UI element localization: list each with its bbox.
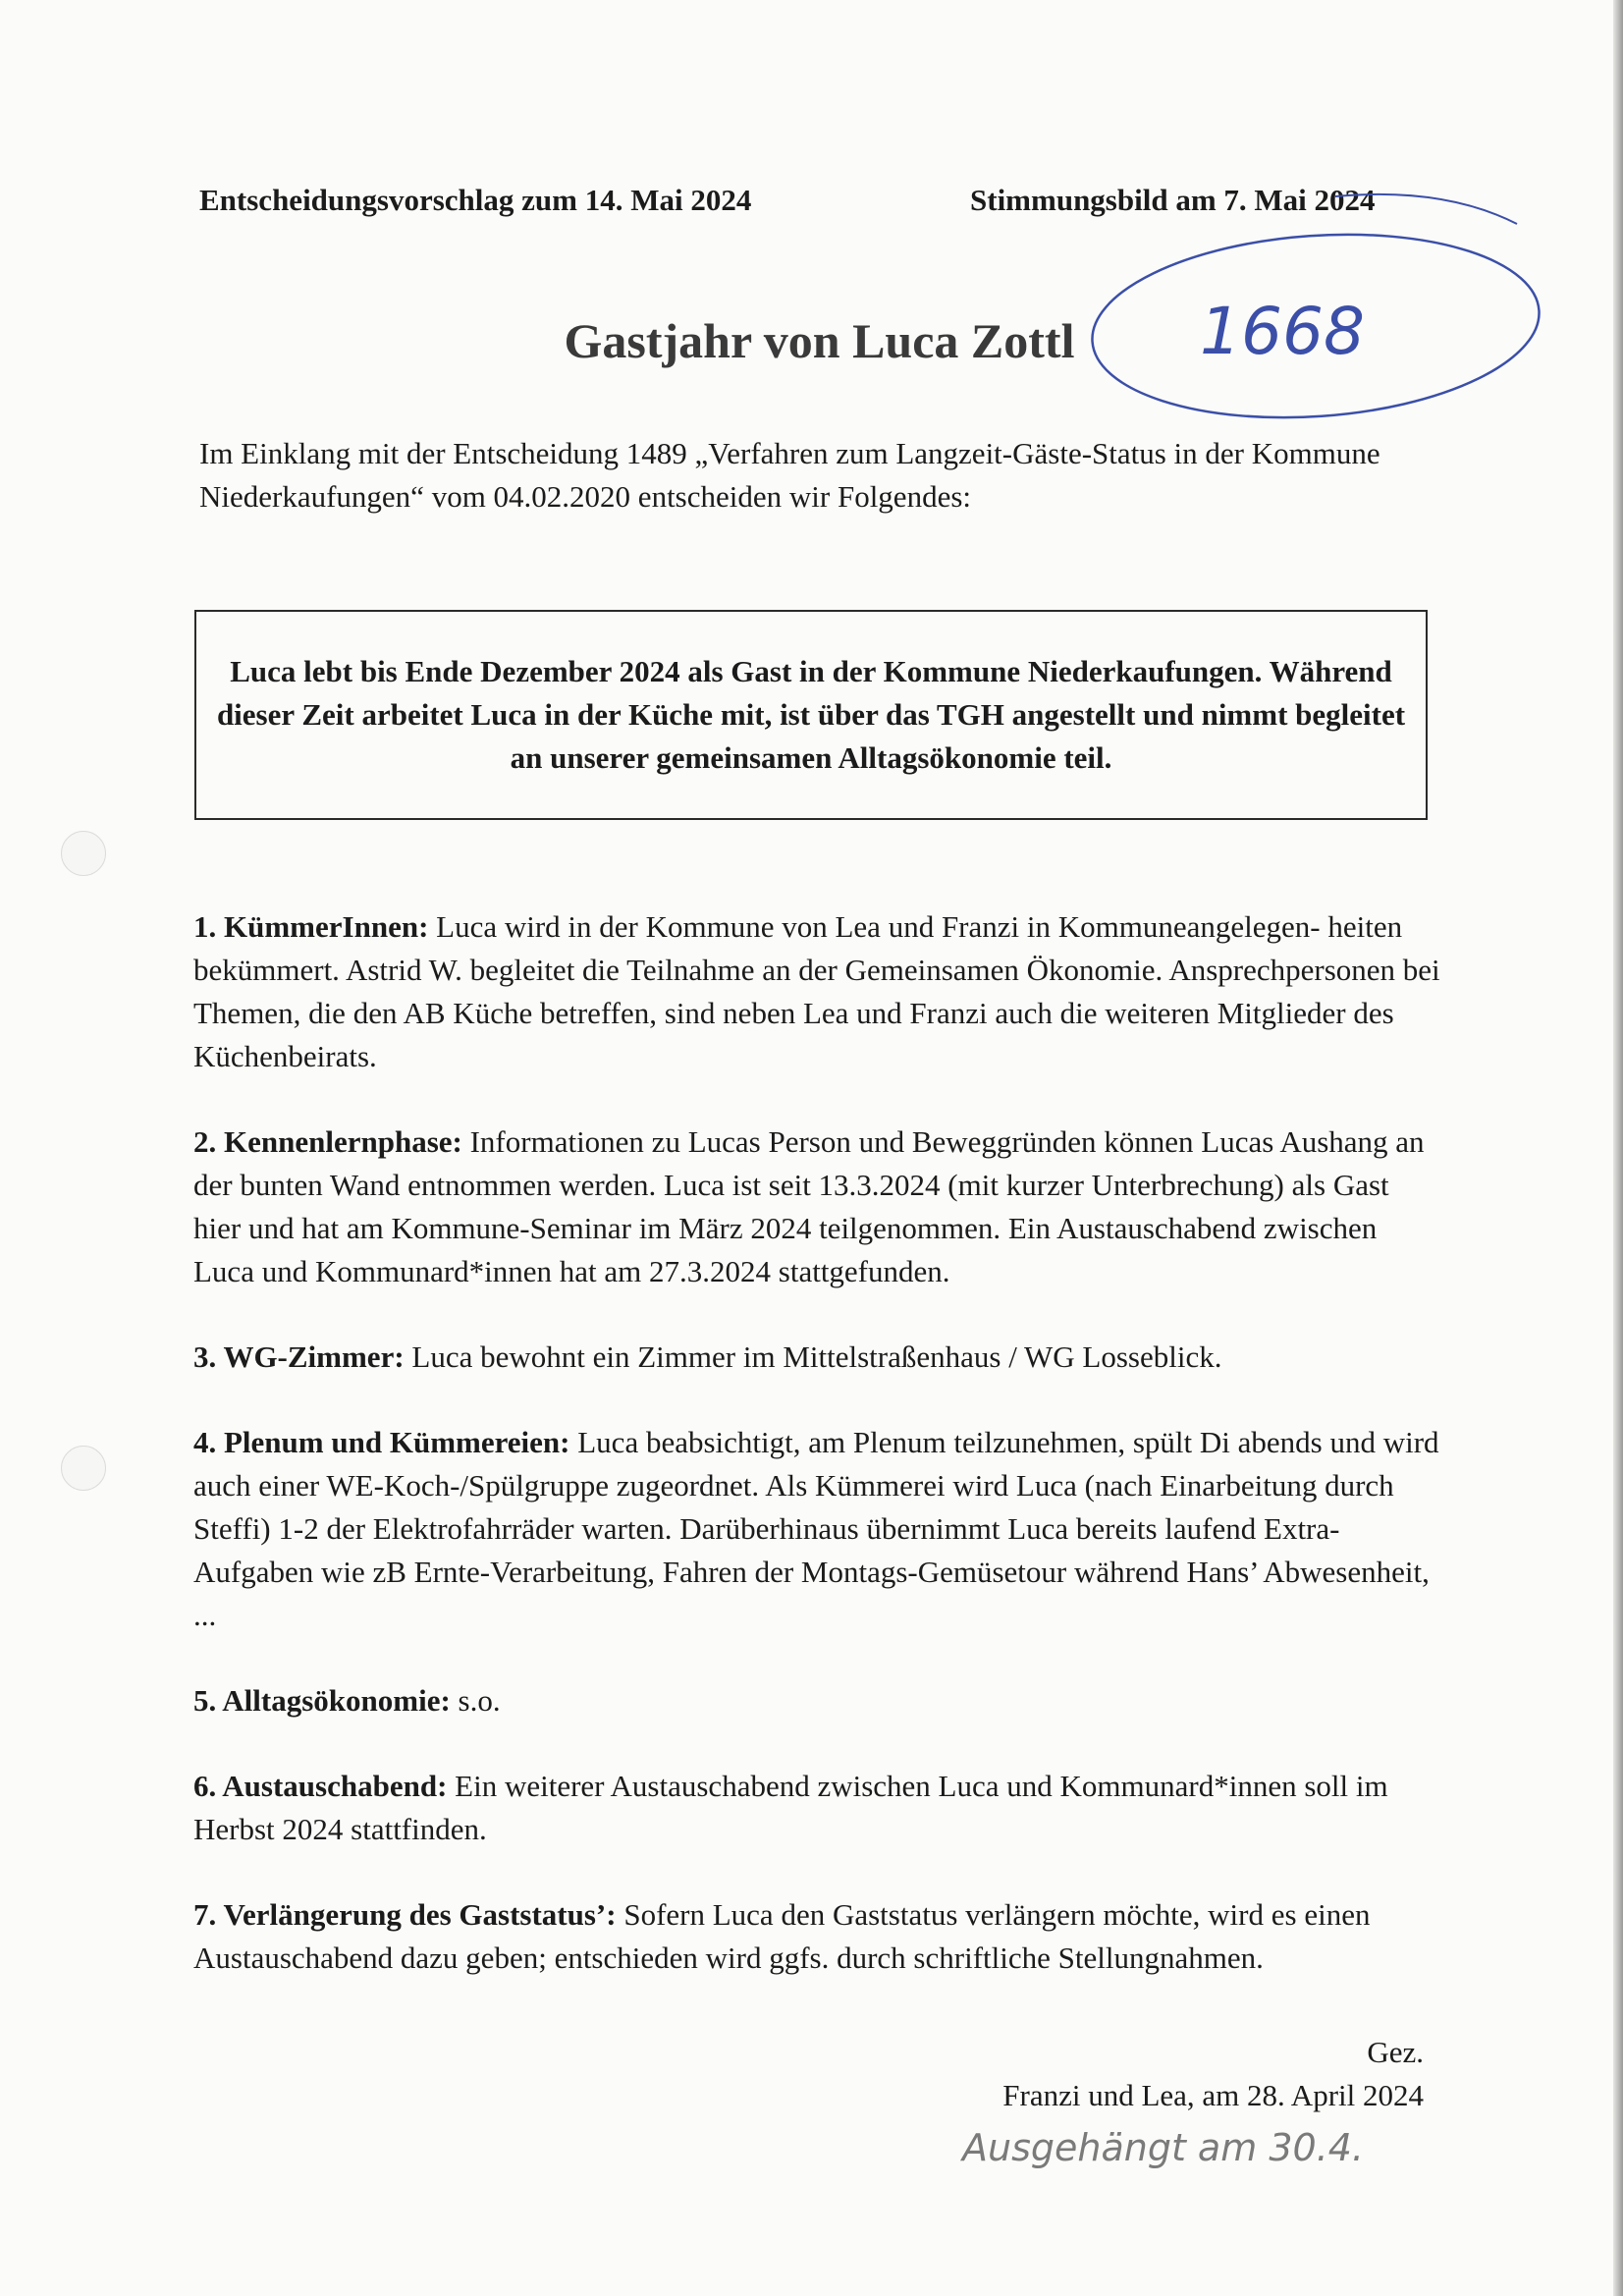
intro-paragraph: Im Einklang mit der Entscheidung 1489 „Verfahren zum Langzeit-Gäste-Status in der Kommune Niederkaufungen“ vom 04.02.2020 entscheiden wir Folgendes: <box>199 436 1380 514</box>
hand-drawn-stroke <box>1335 194 1517 224</box>
section-text: Ein weiterer Austauschabend zwischen Luca und Kommunard*innen soll im Herbst 2024 stattfinden. <box>193 1769 1388 1846</box>
section-text: Sofern Luca den Gaststatus verlängern möchte, wird es einen Austauschabend dazu geben; entschieden wird ggfs. durch schriftliche Stellungnahmen. <box>193 1897 1371 1975</box>
section-text: Luca wird in der Kommune von Lea und Franzi in Kommuneangelegen- heiten bekümmert. Astrid W. begleitet die Teilnahme an der Gemeinsamen Ökonomie. Ansprechpersonen bei Themen, die den AB Küche betreffen, sind neben Lea und Franzi auch die weiteren Mitglieder des Küchenbeirats. <box>193 909 1440 1073</box>
handwritten-number: 1668 <box>1200 294 1365 369</box>
section-heading: 7. Verlängerung des Gaststatus’: <box>193 1897 617 1932</box>
signoff-gez: Gez. <box>1367 2035 1424 2069</box>
section-heading: 3. WG-Zimmer: <box>193 1339 405 1374</box>
signoff-signed: Franzi und Lea, am 28. April 2024 <box>1002 2078 1424 2112</box>
section-heading: 4. Plenum und Kümmereien: <box>193 1425 570 1459</box>
section-text: s.o. <box>458 1683 501 1718</box>
section-heading: 5. Alltagsökonomie: <box>193 1683 451 1718</box>
handwritten-note: Ausgehängt am 30.4. <box>962 2126 1365 2169</box>
section-text: Luca beabsichtigt, am Plenum teilzunehmen, spült Di abends und wird auch einer WE-Koch-/Spülgruppe zugeordnet. Als Kümmerei wird Luca (nach Einarbeitung durch Steffi) 1-2 der Elektrofahrräder warten. Darüberhinaus übernimmt Luca bereits laufend Extra-Aufgaben wie zB Ernte-Verarbeitung, Fahren der Montags-Gemüsetour während Hans’ Abwesenheit, ... <box>193 1425 1439 1632</box>
header-poll-date: Stimmungsbild am 7. Mai 2024 <box>970 183 1376 217</box>
section-text: Luca bewohnt ein Zimmer im Mittelstraßenhaus / WG Losseblick. <box>411 1339 1222 1374</box>
header-decision-date: Entscheidungsvorschlag zum 14. Mai 2024 <box>199 183 752 217</box>
section-heading: 2. Kennenlernphase: <box>193 1124 462 1159</box>
section-heading: 1. KümmerInnen: <box>193 909 429 944</box>
section-heading: 6. Austauschabend: <box>193 1769 448 1803</box>
section-text: Informationen zu Lucas Person und Beweggründen können Lucas Aushang an der bunten Wand entnommen werden. Luca ist seit 13.3.2024 (mit kurzer Unterbrechung) als Gast hier und hat am Kommune-Seminar im März 2024 teilgenommen. Ein Austauschabend zwischen Luca und Kommunard*innen hat am 27.3.2024 stattgefunden. <box>193 1124 1425 1288</box>
decision-text: Luca lebt bis Ende Dezember 2024 als Gast in der Kommune Niederkaufungen. Während dieser Zeit arbeitet Luca in der Küche mit, ist über das TGH angestellt und nimmt begleitet an unserer gemeinsamen Alltagsökonomie teil. <box>216 654 1406 775</box>
document-title: Gastjahr von Luca Zottl <box>564 313 1075 368</box>
